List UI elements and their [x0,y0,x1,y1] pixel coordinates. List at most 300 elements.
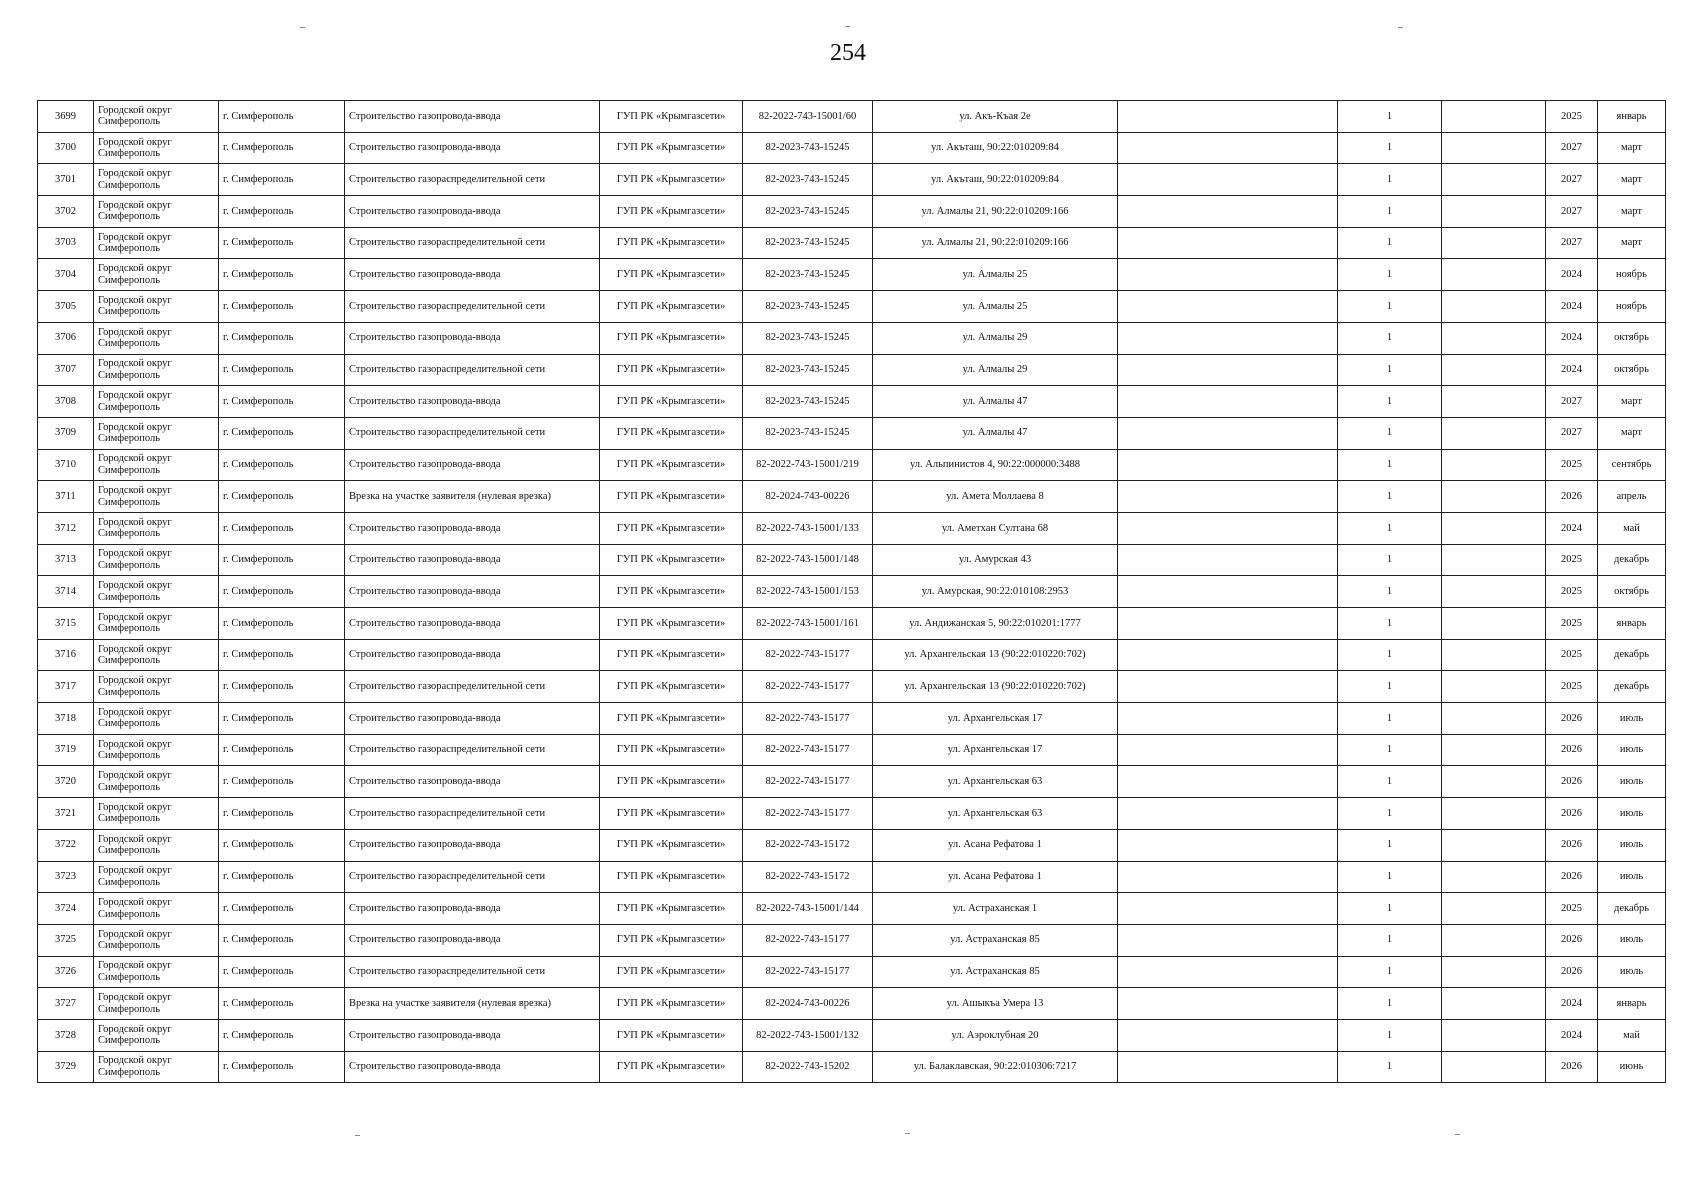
year-cell: 2027 [1546,196,1598,228]
quantity-cell: 1 [1338,132,1442,164]
address-cell: ул. Асана Рефатова 1 [873,861,1118,893]
table-row [38,132,1666,164]
locality-cell: г. Симферополь [219,576,345,608]
note-cell [1118,924,1338,956]
quantity-cell: 1 [1338,101,1442,133]
month-cell: ноябрь [1598,291,1666,323]
note-cell [1118,639,1338,671]
quantity-cell: 1 [1338,608,1442,640]
work-type-cell: Строительство газораспределительной сети [345,734,600,766]
month-cell: январь [1598,988,1666,1020]
year-cell: 2025 [1546,544,1598,576]
tech-conditions-number-cell: 82-2022-743-15177 [743,956,873,988]
reserve-cell [1442,576,1546,608]
operator-cell: ГУП РК «Крымгазсети» [600,988,743,1020]
table-row [38,227,1666,259]
address-cell: ул. Аэроклубная 20 [873,1019,1118,1051]
address-cell: ул. Алмалы 25 [873,291,1118,323]
work-type-cell: Строительство газораспределительной сети [345,164,600,196]
reserve-cell [1442,798,1546,830]
month-cell: январь [1598,608,1666,640]
table-row [38,417,1666,449]
row-number-cell: 3704 [38,259,94,291]
tech-conditions-number-cell: 82-2022-743-15177 [743,734,873,766]
work-type-cell: Строительство газопровода-ввода [345,449,600,481]
municipality-cell: Городской округ Симферополь [94,291,219,323]
locality-cell: г. Симферополь [219,132,345,164]
year-cell: 2026 [1546,956,1598,988]
quantity-cell: 1 [1338,291,1442,323]
reserve-cell [1442,227,1546,259]
address-cell: ул. Архангельская 63 [873,798,1118,830]
quantity-cell: 1 [1338,227,1442,259]
quantity-cell: 1 [1338,322,1442,354]
work-type-cell: Строительство газораспределительной сети [345,671,600,703]
month-cell: апрель [1598,481,1666,513]
month-cell: март [1598,196,1666,228]
reserve-cell [1442,703,1546,735]
table-row [38,956,1666,988]
tech-conditions-number-cell: 82-2022-743-15001/133 [743,512,873,544]
locality-cell: г. Симферополь [219,259,345,291]
row-number-cell: 3706 [38,322,94,354]
year-cell: 2027 [1546,417,1598,449]
tech-conditions-number-cell: 82-2024-743-00226 [743,481,873,513]
tech-conditions-number-cell: 82-2022-743-15202 [743,1051,873,1083]
month-cell: июль [1598,703,1666,735]
month-cell: декабрь [1598,893,1666,925]
year-cell: 2026 [1546,924,1598,956]
note-cell [1118,417,1338,449]
municipality-cell: Городской округ Симферополь [94,544,219,576]
locality-cell: г. Симферополь [219,227,345,259]
locality-cell: г. Симферополь [219,1051,345,1083]
operator-cell: ГУП РК «Крымгазсети» [600,291,743,323]
reserve-cell [1442,766,1546,798]
table-row [38,386,1666,418]
operator-cell: ГУП РК «Крымгазсети» [600,449,743,481]
work-type-cell: Врезка на участке заявителя (нулевая врезка) [345,988,600,1020]
quantity-cell: 1 [1338,354,1442,386]
quantity-cell: 1 [1338,481,1442,513]
quantity-cell: 1 [1338,1051,1442,1083]
quantity-cell: 1 [1338,988,1442,1020]
note-cell [1118,1051,1338,1083]
month-cell: июнь [1598,1051,1666,1083]
quantity-cell: 1 [1338,164,1442,196]
quantity-cell: 1 [1338,734,1442,766]
month-cell: октябрь [1598,322,1666,354]
row-number-cell: 3709 [38,417,94,449]
row-number-cell: 3722 [38,829,94,861]
work-type-cell: Строительство газопровода-ввода [345,259,600,291]
locality-cell: г. Симферополь [219,386,345,418]
quantity-cell: 1 [1338,956,1442,988]
note-cell [1118,259,1338,291]
month-cell: январь [1598,101,1666,133]
operator-cell: ГУП РК «Крымгазсети» [600,893,743,925]
row-number-cell: 3705 [38,291,94,323]
note-cell [1118,798,1338,830]
municipality-cell: Городской округ Симферополь [94,512,219,544]
reserve-cell [1442,322,1546,354]
operator-cell: ГУП РК «Крымгазсети» [600,354,743,386]
locality-cell: г. Симферополь [219,164,345,196]
tech-conditions-number-cell: 82-2023-743-15245 [743,386,873,418]
note-cell [1118,1019,1338,1051]
note-cell [1118,576,1338,608]
operator-cell: ГУП РК «Крымгазсети» [600,259,743,291]
work-type-cell: Строительство газопровода-ввода [345,322,600,354]
scan-speck [355,1135,360,1136]
work-type-cell: Врезка на участке заявителя (нулевая врезка) [345,481,600,513]
municipality-cell: Городской округ Симферополь [94,164,219,196]
work-type-cell: Строительство газопровода-ввода [345,639,600,671]
municipality-cell: Городской округ Симферополь [94,703,219,735]
note-cell [1118,544,1338,576]
row-number-cell: 3727 [38,988,94,1020]
quantity-cell: 1 [1338,576,1442,608]
operator-cell: ГУП РК «Крымгазсети» [600,322,743,354]
municipality-cell: Городской округ Симферополь [94,132,219,164]
row-number-cell: 3714 [38,576,94,608]
table-row [38,164,1666,196]
operator-cell: ГУП РК «Крымгазсети» [600,1051,743,1083]
operator-cell: ГУП РК «Крымгазсети» [600,734,743,766]
work-type-cell: Строительство газопровода-ввода [345,766,600,798]
table-row [38,766,1666,798]
year-cell: 2027 [1546,386,1598,418]
scan-speck [845,26,850,27]
locality-cell: г. Симферополь [219,544,345,576]
work-type-cell: Строительство газопровода-ввода [345,512,600,544]
work-type-cell: Строительство газораспределительной сети [345,861,600,893]
address-cell: ул. Алмалы 25 [873,259,1118,291]
locality-cell: г. Симферополь [219,322,345,354]
operator-cell: ГУП РК «Крымгазсети» [600,829,743,861]
locality-cell: г. Симферополь [219,449,345,481]
municipality-cell: Городской округ Симферополь [94,449,219,481]
address-cell: ул. Акъташ, 90:22:010209:84 [873,132,1118,164]
municipality-cell: Городской округ Симферополь [94,1019,219,1051]
address-cell: ул. Архангельская 17 [873,703,1118,735]
locality-cell: г. Симферополь [219,639,345,671]
reserve-cell [1442,449,1546,481]
operator-cell: ГУП РК «Крымгазсети» [600,608,743,640]
month-cell: март [1598,227,1666,259]
work-type-cell: Строительство газопровода-ввода [345,544,600,576]
locality-cell: г. Симферополь [219,291,345,323]
table-row [38,449,1666,481]
year-cell: 2025 [1546,639,1598,671]
month-cell: март [1598,164,1666,196]
year-cell: 2025 [1546,101,1598,133]
operator-cell: ГУП РК «Крымгазсети» [600,481,743,513]
tech-conditions-number-cell: 82-2024-743-00226 [743,988,873,1020]
month-cell: июль [1598,861,1666,893]
quantity-cell: 1 [1338,893,1442,925]
locality-cell: г. Симферополь [219,829,345,861]
note-cell [1118,829,1338,861]
tech-conditions-number-cell: 82-2022-743-15177 [743,639,873,671]
reserve-cell [1442,354,1546,386]
month-cell: март [1598,417,1666,449]
row-number-cell: 3703 [38,227,94,259]
table-row [38,988,1666,1020]
scan-speck [905,1133,910,1134]
year-cell: 2026 [1546,829,1598,861]
operator-cell: ГУП РК «Крымгазсети» [600,196,743,228]
note-cell [1118,766,1338,798]
row-number-cell: 3717 [38,671,94,703]
year-cell: 2025 [1546,576,1598,608]
work-type-cell: Строительство газопровода-ввода [345,924,600,956]
operator-cell: ГУП РК «Крымгазсети» [600,512,743,544]
table-row [38,861,1666,893]
operator-cell: ГУП РК «Крымгазсети» [600,227,743,259]
year-cell: 2024 [1546,988,1598,1020]
municipality-cell: Городской округ Симферополь [94,227,219,259]
address-cell: ул. Аметхан Султана 68 [873,512,1118,544]
row-number-cell: 3701 [38,164,94,196]
year-cell: 2025 [1546,608,1598,640]
quantity-cell: 1 [1338,196,1442,228]
municipality-cell: Городской округ Симферополь [94,734,219,766]
municipality-cell: Городской округ Симферополь [94,639,219,671]
table-row [38,481,1666,513]
reserve-cell [1442,988,1546,1020]
scan-speck [300,27,305,28]
reserve-cell [1442,639,1546,671]
note-cell [1118,322,1338,354]
table-row [38,1019,1666,1051]
note-cell [1118,893,1338,925]
note-cell [1118,196,1338,228]
address-cell: ул. Астраханская 85 [873,924,1118,956]
quantity-cell: 1 [1338,544,1442,576]
municipality-cell: Городской округ Симферополь [94,101,219,133]
tech-conditions-number-cell: 82-2023-743-15245 [743,417,873,449]
locality-cell: г. Симферополь [219,671,345,703]
address-cell: ул. Архангельская 13 (90:22:010220:702) [873,671,1118,703]
locality-cell: г. Симферополь [219,1019,345,1051]
year-cell: 2026 [1546,1051,1598,1083]
reserve-cell [1442,1051,1546,1083]
row-number-cell: 3720 [38,766,94,798]
month-cell: сентябрь [1598,449,1666,481]
municipality-cell: Городской округ Симферополь [94,798,219,830]
tech-conditions-number-cell: 82-2022-743-15177 [743,798,873,830]
address-cell: ул. Алмалы 29 [873,354,1118,386]
municipality-cell: Городской округ Симферополь [94,956,219,988]
municipality-cell: Городской округ Симферополь [94,893,219,925]
reserve-cell [1442,608,1546,640]
locality-cell: г. Симферополь [219,196,345,228]
year-cell: 2026 [1546,766,1598,798]
registry-table [37,100,1666,1083]
note-cell [1118,671,1338,703]
municipality-cell: Городской округ Симферополь [94,829,219,861]
quantity-cell: 1 [1338,1019,1442,1051]
municipality-cell: Городской округ Симферополь [94,861,219,893]
month-cell: июль [1598,924,1666,956]
month-cell: июль [1598,766,1666,798]
municipality-cell: Городской округ Симферополь [94,608,219,640]
row-number-cell: 3708 [38,386,94,418]
note-cell [1118,291,1338,323]
work-type-cell: Строительство газопровода-ввода [345,576,600,608]
month-cell: июль [1598,956,1666,988]
month-cell: октябрь [1598,576,1666,608]
municipality-cell: Городской округ Симферополь [94,766,219,798]
reserve-cell [1442,1019,1546,1051]
row-number-cell: 3716 [38,639,94,671]
work-type-cell: Строительство газопровода-ввода [345,829,600,861]
tech-conditions-number-cell: 82-2023-743-15245 [743,227,873,259]
operator-cell: ГУП РК «Крымгазсети» [600,544,743,576]
month-cell: май [1598,512,1666,544]
reserve-cell [1442,734,1546,766]
month-cell: июль [1598,829,1666,861]
tech-conditions-number-cell: 82-2023-743-15245 [743,322,873,354]
scan-speck [1455,1134,1460,1135]
row-number-cell: 3700 [38,132,94,164]
address-cell: ул. Амета Моллаева 8 [873,481,1118,513]
quantity-cell: 1 [1338,829,1442,861]
address-cell: ул. Алмалы 47 [873,386,1118,418]
row-number-cell: 3725 [38,924,94,956]
municipality-cell: Городской округ Симферополь [94,988,219,1020]
year-cell: 2027 [1546,132,1598,164]
address-cell: ул. Амурская, 90:22:010108:2953 [873,576,1118,608]
locality-cell: г. Симферополь [219,893,345,925]
reserve-cell [1442,924,1546,956]
table-row [38,798,1666,830]
quantity-cell: 1 [1338,924,1442,956]
work-type-cell: Строительство газораспределительной сети [345,956,600,988]
table-row [38,829,1666,861]
address-cell: ул. Балаклавская, 90:22:010306:7217 [873,1051,1118,1083]
work-type-cell: Строительство газораспределительной сети [345,417,600,449]
tech-conditions-number-cell: 82-2022-743-15001/219 [743,449,873,481]
tech-conditions-number-cell: 82-2022-743-15001/132 [743,1019,873,1051]
page-number: 254 [830,40,866,66]
reserve-cell [1442,196,1546,228]
locality-cell: г. Симферополь [219,481,345,513]
address-cell: ул. Ашыкъа Умера 13 [873,988,1118,1020]
quantity-cell: 1 [1338,386,1442,418]
row-number-cell: 3723 [38,861,94,893]
locality-cell: г. Симферополь [219,512,345,544]
address-cell: ул. Архангельская 17 [873,734,1118,766]
municipality-cell: Городской округ Симферополь [94,924,219,956]
locality-cell: г. Симферополь [219,417,345,449]
reserve-cell [1442,893,1546,925]
tech-conditions-number-cell: 82-2022-743-15177 [743,766,873,798]
tech-conditions-number-cell: 82-2022-743-15001/161 [743,608,873,640]
work-type-cell: Строительство газопровода-ввода [345,893,600,925]
address-cell: ул. Астраханская 1 [873,893,1118,925]
note-cell [1118,132,1338,164]
address-cell: ул. Альпинистов 4, 90:22:000000:3488 [873,449,1118,481]
quantity-cell: 1 [1338,861,1442,893]
row-number-cell: 3718 [38,703,94,735]
reserve-cell [1442,291,1546,323]
operator-cell: ГУП РК «Крымгазсети» [600,132,743,164]
address-cell: ул. Архангельская 13 (90:22:010220:702) [873,639,1118,671]
reserve-cell [1442,132,1546,164]
operator-cell: ГУП РК «Крымгазсети» [600,956,743,988]
note-cell [1118,703,1338,735]
year-cell: 2026 [1546,481,1598,513]
operator-cell: ГУП РК «Крымгазсети» [600,766,743,798]
work-type-cell: Строительство газораспределительной сети [345,227,600,259]
reserve-cell [1442,956,1546,988]
address-cell: ул. Алмалы 29 [873,322,1118,354]
quantity-cell: 1 [1338,639,1442,671]
address-cell: ул. Асана Рефатова 1 [873,829,1118,861]
tech-conditions-number-cell: 82-2023-743-15245 [743,196,873,228]
locality-cell: г. Симферополь [219,608,345,640]
year-cell: 2027 [1546,227,1598,259]
operator-cell: ГУП РК «Крымгазсети» [600,798,743,830]
year-cell: 2024 [1546,512,1598,544]
year-cell: 2026 [1546,798,1598,830]
table-row [38,924,1666,956]
tech-conditions-number-cell: 82-2022-743-15001/148 [743,544,873,576]
locality-cell: г. Симферополь [219,956,345,988]
quantity-cell: 1 [1338,798,1442,830]
municipality-cell: Городской округ Симферополь [94,671,219,703]
reserve-cell [1442,481,1546,513]
reserve-cell [1442,671,1546,703]
address-cell: ул. Алмалы 21, 90:22:010209:166 [873,227,1118,259]
note-cell [1118,227,1338,259]
year-cell: 2025 [1546,449,1598,481]
note-cell [1118,386,1338,418]
address-cell: ул. Андижанская 5, 90:22:010201:1777 [873,608,1118,640]
operator-cell: ГУП РК «Крымгазсети» [600,576,743,608]
locality-cell: г. Симферополь [219,924,345,956]
operator-cell: ГУП РК «Крымгазсети» [600,703,743,735]
work-type-cell: Строительство газопровода-ввода [345,386,600,418]
tech-conditions-number-cell: 82-2023-743-15245 [743,132,873,164]
year-cell: 2024 [1546,322,1598,354]
tech-conditions-number-cell: 82-2022-743-15001/153 [743,576,873,608]
municipality-cell: Городской округ Симферополь [94,386,219,418]
table-row [38,893,1666,925]
work-type-cell: Строительство газораспределительной сети [345,798,600,830]
work-type-cell: Строительство газопровода-ввода [345,703,600,735]
year-cell: 2024 [1546,354,1598,386]
reserve-cell [1442,386,1546,418]
reserve-cell [1442,829,1546,861]
month-cell: декабрь [1598,671,1666,703]
tech-conditions-number-cell: 82-2022-743-15172 [743,829,873,861]
note-cell [1118,608,1338,640]
work-type-cell: Строительство газопровода-ввода [345,1051,600,1083]
work-type-cell: Строительство газопровода-ввода [345,608,600,640]
work-type-cell: Строительство газораспределительной сети [345,354,600,386]
year-cell: 2027 [1546,164,1598,196]
reserve-cell [1442,164,1546,196]
table-row [38,703,1666,735]
month-cell: декабрь [1598,544,1666,576]
address-cell: ул. Архангельская 63 [873,766,1118,798]
locality-cell: г. Симферополь [219,798,345,830]
month-cell: июль [1598,734,1666,766]
note-cell [1118,481,1338,513]
